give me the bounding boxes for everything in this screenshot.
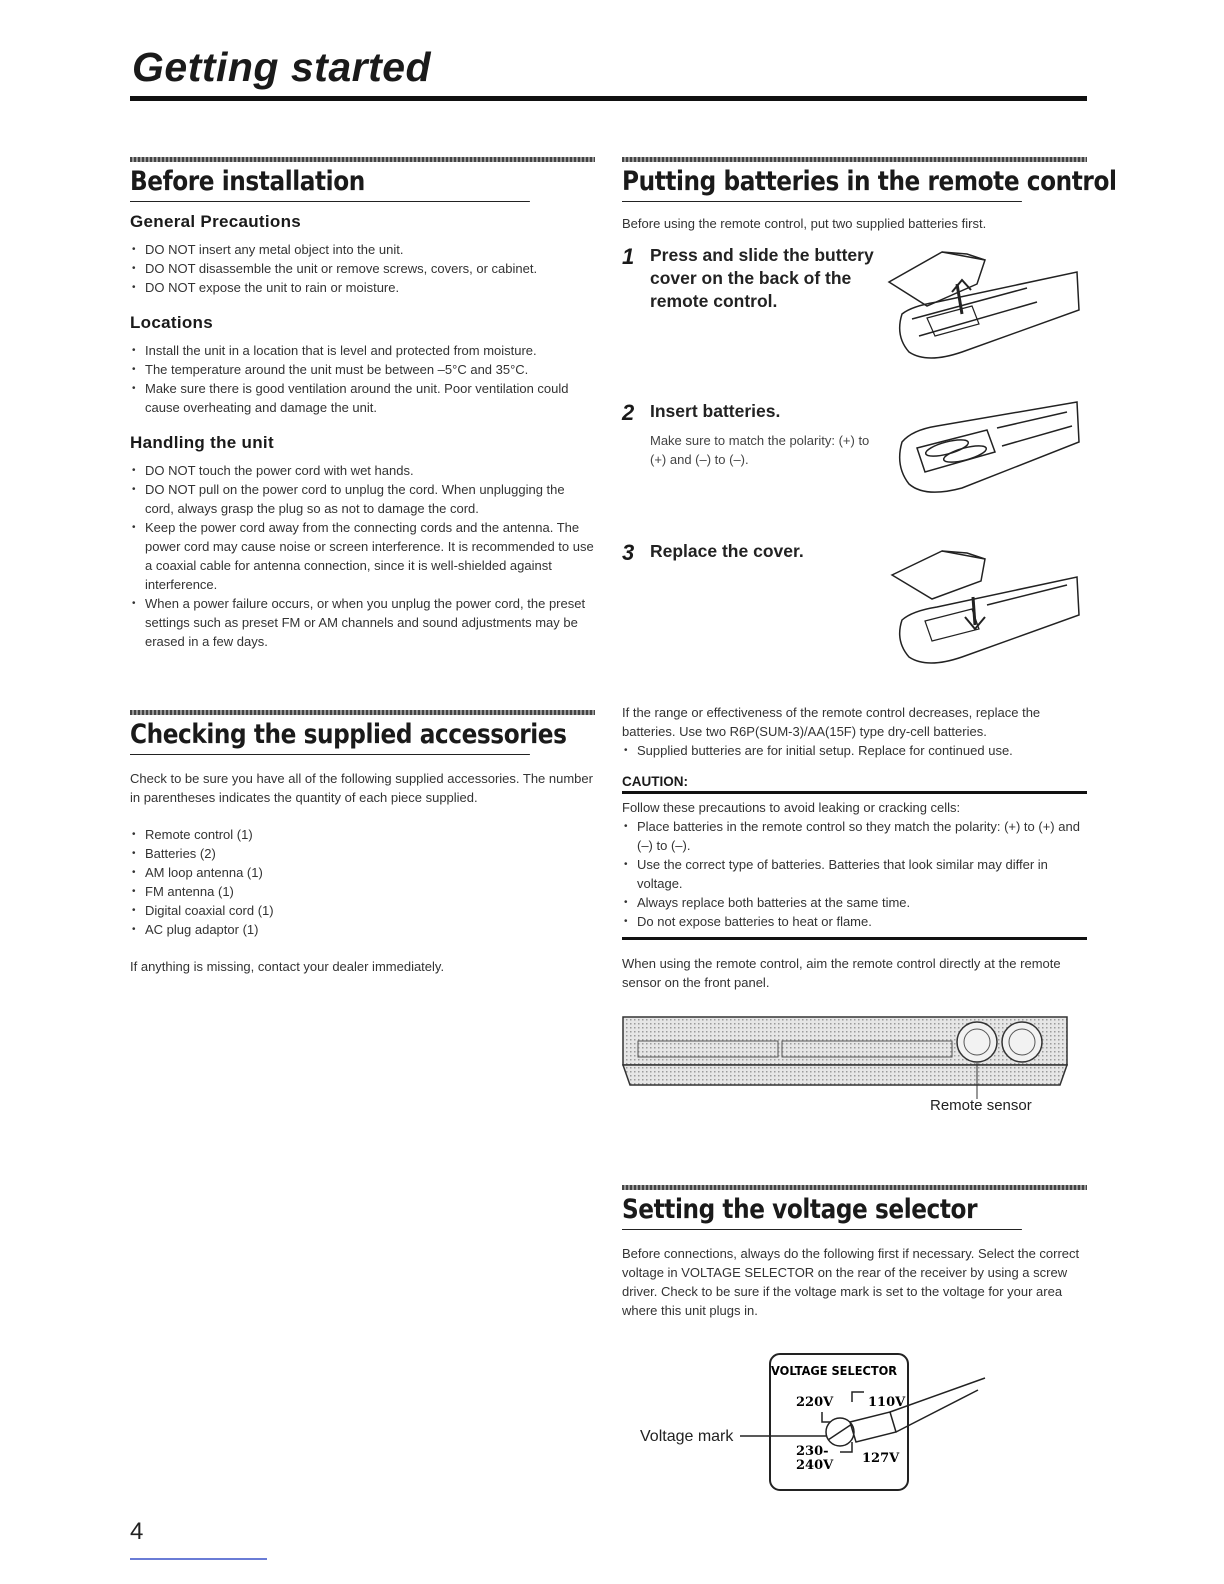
list-item: • Batteries (2) (130, 844, 595, 863)
accessories-list (130, 825, 595, 939)
battery-step-3 (622, 540, 1087, 680)
list-item: • DO NOT insert any metal object into the unit. (130, 240, 595, 259)
step-number: 1 (622, 244, 635, 269)
caution-label: CAUTION: (622, 774, 1087, 794)
locations-list (130, 341, 595, 417)
voltage-110: 110V (868, 1395, 906, 1410)
list-item: • DO NOT disassemble the unit or remove screws, covers, or cabinet. (130, 259, 595, 278)
battery-step-1 (622, 244, 1087, 384)
before-installation-section (130, 157, 595, 651)
list-item: • Install the unit in a location that is level and protected from moisture. (130, 341, 595, 360)
remote-cover-open-illustration (867, 244, 1087, 374)
list-item: • Use the correct type of batteries. Batteries that look similar may differ in voltage. (622, 855, 1087, 893)
accessories-intro: Check to be sure you have all of the following supplied accessories. The number in parentheses indicates the quantity of each piece supplied. (130, 771, 593, 805)
caution-box (622, 774, 1087, 940)
section-rule (622, 1185, 1087, 1190)
accessories-title: Checking the supplied accessories (130, 719, 530, 755)
general-precautions-list (130, 240, 595, 297)
general-precautions-heading: General Precautions (130, 212, 302, 231)
caution-intro: Follow these precautions to avoid leaking or cracking cells: (622, 800, 961, 815)
battery-notes (622, 703, 1087, 992)
caution-end-rule (622, 937, 1087, 940)
list-item: • AC plug adaptor (1) (130, 920, 595, 939)
accessories-footer: If anything is missing, contact your dealer immediately. (130, 959, 445, 974)
before-installation-title: Before installation (130, 166, 530, 202)
batteries-title: Putting batteries in the remote control (622, 166, 1022, 202)
remote-batteries-illustration (887, 400, 1087, 500)
handling-heading: Handling the unit (130, 433, 274, 452)
voltage-title: Setting the voltage selector (622, 1194, 1022, 1230)
remote-cover-replace-illustration (877, 545, 1087, 675)
section-rule (622, 157, 1087, 162)
list-item: • DO NOT pull on the power cord to unplug the cord. When unplugging the cord, always grasp the plug so as not to damage the cord. (130, 480, 595, 518)
voltage-240: 240V (796, 1458, 834, 1473)
voltage-220: 220V (796, 1395, 834, 1410)
list-item: • Supplied butteries are for initial setup. Replace for continued use. (622, 741, 1087, 760)
step-text: Press and slide the buttery cover on the back of the remote control. (650, 245, 874, 311)
voltage-text: Before connections, always do the following first if necessary. Select the correct voltage in VOLTAGE SELECTOR on the rear of the receiver by using a screw driver. Check to be sure if the voltage mark is set to the voltage for your area where this unit plugs in. (622, 1246, 1080, 1318)
batteries-section (622, 157, 1117, 233)
front-panel-illustration (622, 1015, 1070, 1100)
remote-sensor-label: Remote sensor (930, 1097, 1032, 1114)
list-item: • FM antenna (1) (130, 882, 595, 901)
step-text: Replace the cover. (650, 541, 804, 561)
replace-batteries-text: If the range or effectiveness of the remote control decreases, replace the batteries. Use two R6P(SUM-3)/AA(15F) type dry-cell batteries. (622, 705, 1041, 739)
handling-list (130, 461, 595, 651)
title-rule (130, 96, 1087, 101)
list-item: • Always replace both batteries at the same time. (622, 893, 1087, 912)
list-item: • AM loop antenna (1) (130, 863, 595, 882)
voltage-230: 230- (796, 1444, 829, 1459)
voltage-127: 127V (862, 1451, 900, 1466)
step-subtext: Make sure to match the polarity: (+) to (+) and (–) to (–). (650, 433, 870, 467)
list-item: • Digital coaxial cord (1) (130, 901, 595, 920)
voltage-section (622, 1185, 1087, 1320)
list-item: • DO NOT expose the unit to rain or moisture. (130, 278, 595, 297)
page-number: 4 (130, 1518, 144, 1545)
supplied-batteries-note (622, 741, 1087, 760)
list-item: • Remote control (1) (130, 825, 595, 844)
footer-link-rule (130, 1558, 267, 1560)
batteries-intro: Before using the remote control, put two supplied batteries first. (622, 216, 987, 231)
caution-list (622, 817, 1087, 931)
section-rule (130, 710, 595, 715)
list-item: • Keep the power cord away from the connecting cords and the antenna. The power cord may cause noise or screen interference. It is recommended to use a coaxial cable for antenna connection, since it is well-shielded against interference. (130, 518, 595, 594)
step-text: Insert batteries. (650, 401, 781, 421)
list-item: • DO NOT touch the power cord with wet hands. (130, 461, 595, 480)
voltage-selector-illustration (740, 1350, 990, 1495)
step-number: 2 (622, 400, 635, 425)
list-item: • When a power failure occurs, or when you unplug the power cord, the preset settings such as preset FM or AM channels and sound adjustments may be erased in a few days. (130, 594, 595, 651)
battery-step-2 (622, 400, 1087, 510)
page-title: Getting started (132, 44, 432, 90)
list-item: • Make sure there is good ventilation around the unit. Poor ventilation could cause overheating and damage the unit. (130, 379, 595, 417)
voltage-mark-label: Voltage mark (640, 1428, 734, 1445)
voltage-selector-label: VOLTAGE SELECTOR (771, 1363, 898, 1379)
locations-heading: Locations (130, 313, 213, 332)
step-number: 3 (622, 540, 635, 565)
accessories-section (130, 710, 595, 976)
aim-remote-text: When using the remote control, aim the remote control directly at the remote sensor on the front panel. (622, 956, 1061, 990)
section-rule (130, 157, 595, 162)
list-item: • The temperature around the unit must be between –5°C and 35°C. (130, 360, 595, 379)
list-item: • Place batteries in the remote control so they match the polarity: (+) to (+) and (–) to (–). (622, 817, 1087, 855)
list-item: • Do not expose batteries to heat or flame. (622, 912, 1087, 931)
